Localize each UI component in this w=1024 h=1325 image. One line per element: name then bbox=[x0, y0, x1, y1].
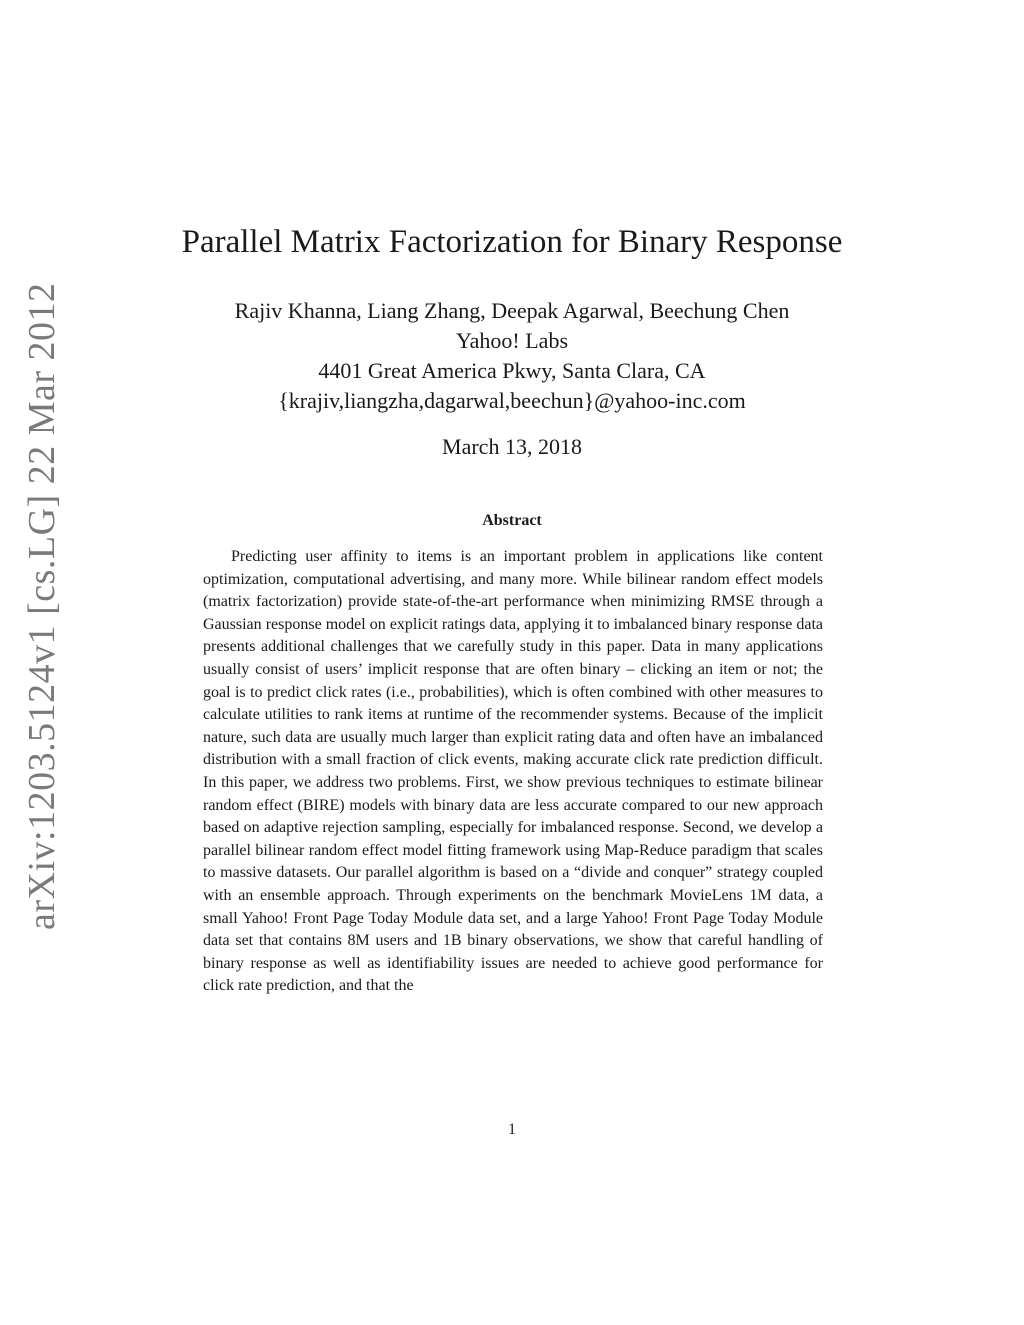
author-emails: {krajiv,liangzha,dagarwal,beechun}@yahoo-inc.com bbox=[278, 388, 746, 413]
author-block bbox=[150, 296, 874, 416]
paper-date: March 13, 2018 bbox=[442, 434, 582, 459]
abstract-text: Predicting user affinity to items is an important problem in applications like content optimization, computational advertising, and many more. While bilinear random effect models (matrix factorization) provide state-of-the-art performance when minimizing RMSE through a Gaussian response model on explicit ratings data, applying it to imbalanced binary response data presents additional challenges that we carefully study in this paper. Data in many applications usually consist of users’ implicit response that are often binary – clicking an item or not; the goal is to predict click rates (i.e., probabilities), which is often combined with other measures to calculate utilities to rank items at runtime of the recommender systems. Because of the implicit nature, such data are usually much larger than explicit rating data and often have an imbalanced distribution with a small fraction of click events, making accurate click rate prediction difficult. In this paper, we address two problems. First, we show previous techniques to estimate bilinear random effect (BIRE) models with binary data are less accurate compared to our new approach based on adaptive rejection sampling, especially for imbalanced response. Second, we develop a parallel bilinear random effect model fitting framework using Map-Reduce paradigm that scales to massive datasets. Our parallel algorithm is based on a “divide and conquer” strategy coupled with an ensemble approach. Through experiments on the benchmark MovieLens 1M data, a small Yahoo! Front Page Today Module data set, and a large Yahoo! Front Page Today Module data set that contains 8M users and 1B binary observations, we show that careful handling of binary response as well as identifiability issues are needed to achieve good performance for click rate prediction, and that the bbox=[203, 548, 823, 995]
abstract-heading: Abstract bbox=[482, 512, 542, 529]
arxiv-identifier: arXiv:1203.5124v1 [cs.LG] 22 Mar 2012 bbox=[21, 282, 63, 930]
page-number: 1 bbox=[508, 1121, 516, 1138]
address: 4401 Great America Pkwy, Santa Clara, CA bbox=[318, 358, 706, 383]
paper-title: Parallel Matrix Factorization for Binary Response bbox=[181, 224, 843, 260]
author-names: Rajiv Khanna, Liang Zhang, Deepak Agarwal, Beechung Chen bbox=[234, 298, 790, 323]
affiliation: Yahoo! Labs bbox=[455, 328, 569, 353]
